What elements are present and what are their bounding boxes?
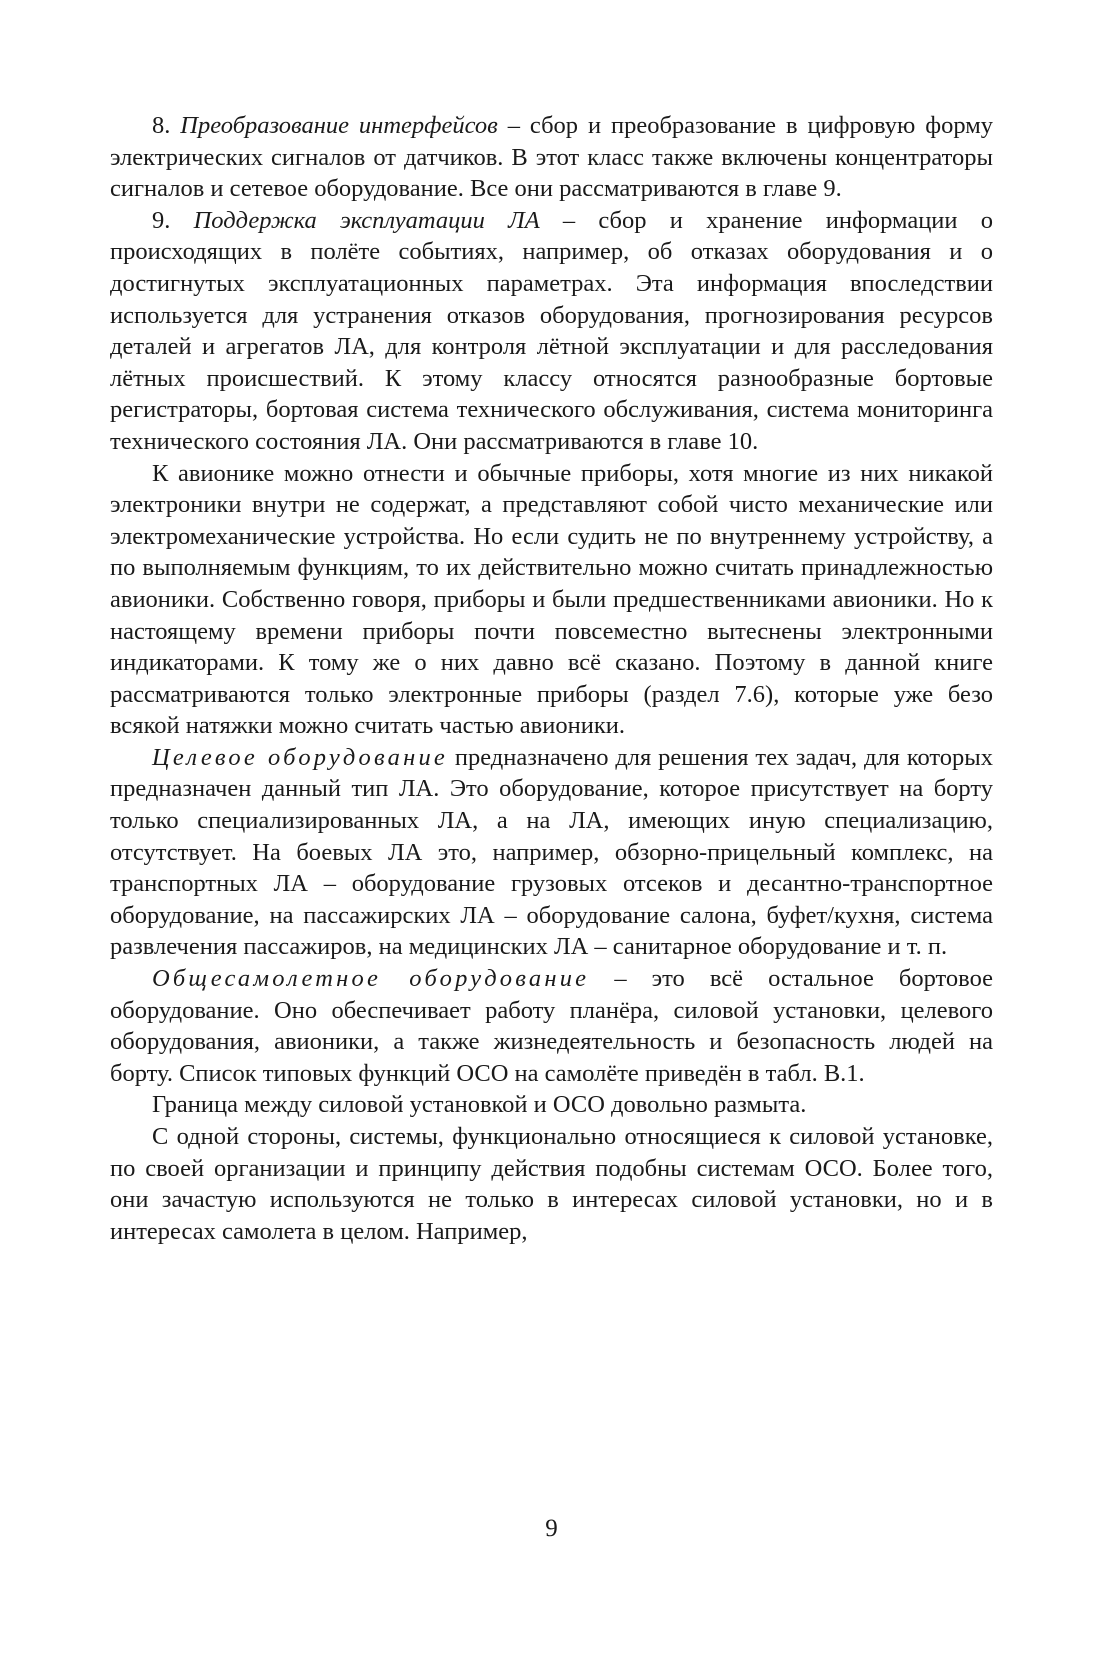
paragraph-text: С одной стороны, системы, функционально относящиеся к силовой установке, по своей организации и принципу действия подобны системам ОСО. Более того, они зачастую используются не только в интересах силовой установки, но и в интересах самолета в целом. Например, — [110, 1123, 993, 1245]
paragraph-text: К авионике можно отнести и обычные приборы, хотя многие из них никакой электроники внутри не содержат, а представляют собой чисто механические или электромеханические устройства. Но если судить не по внутреннему устройству, а по выполняемым функциям, то их действительно можно считать принадлежностью авионики. Собственно говоря, приборы и были предшественниками авионики. Но к настоящему времени приборы почти повсеместно вытеснены электронными индикаторами. К тому же о них давно всё сказано. Поэтому в данной книге рассматриваются только электронные приборы (раздел 7.6), которые уже безо всякой натяжки можно считать частью авионики. — [110, 459, 993, 740]
page-number: 9 — [545, 1515, 558, 1542]
term-spaced: Общесамолетное оборудование — [152, 965, 590, 993]
paragraph-instruments — [110, 458, 993, 742]
page-body — [110, 110, 993, 1247]
term-spaced: Целевое оборудование — [152, 743, 448, 771]
paragraph-text: предназначено для решения тех задач, для которых предназначен данный тип ЛА. Это оборудование, которое присутствует на борту только специализированных ЛА, а на ЛА, имеющих иную специализацию, отсутствует. На боевых ЛА это, например, обзорно-прицельный комплекс, на транспортных ЛА – оборудование грузовых отсеков и десантно-транспортное оборудование, на пассажирских ЛА – оборудование салона, буфет/кухня, система развлечения пассажиров, на медицинских ЛА – санитарное оборудование и т. п. — [110, 743, 993, 961]
list-number: 8. — [152, 112, 181, 139]
paragraph-text: – это всё остальное бортовое оборудование. Оно обеспечивает работу планёра, силовой установки, целевого оборудования, авионики, а также жизнедеятельность и безопасность людей на борту. Список типовых функций ОСО на самолёте приведён в табл. В.1. — [110, 965, 994, 1087]
paragraph-text: Граница между силовой установкой и ОСО довольно размыта. — [152, 1091, 807, 1119]
list-number: 9. — [152, 206, 194, 234]
paragraph-mission-equipment — [110, 742, 993, 963]
term-italic: Преобразование интерфейсов — [180, 112, 498, 139]
paragraph-powerplant-systems — [110, 1121, 993, 1247]
paragraph-interface-conversion — [110, 110, 993, 205]
paragraph-text: – сбор и преобразование в цифровую форму электрических сигналов от датчиков. В этот класс также включены концентраторы сигналов и сетевое оборудование. Все они рассматриваются в главе 9. — [110, 112, 993, 203]
paragraph-text: – сбор и хранение информации о происходящих в полёте событиях, например, об отказах оборудования и о достигнутых эксплуатационных параметрах. Эта информация впоследствии используется для устранения отказов оборудования, прогнозирования ресурсов деталей и агрегатов ЛА, для контроля лётной эксплуатации и для расследования лётных происшествий. К этому классу относятся разнообразные бортовые регистраторы, бортовая система технического обслуживания, система мониторинга технического состояния ЛА. Они рассматриваются в главе 10. — [110, 206, 994, 455]
term-italic: Поддержка эксплуатации ЛА — [193, 206, 540, 234]
paragraph-boundary — [110, 1089, 993, 1121]
paragraph-general-equipment — [110, 963, 993, 1089]
paragraph-operation-support — [110, 205, 993, 458]
